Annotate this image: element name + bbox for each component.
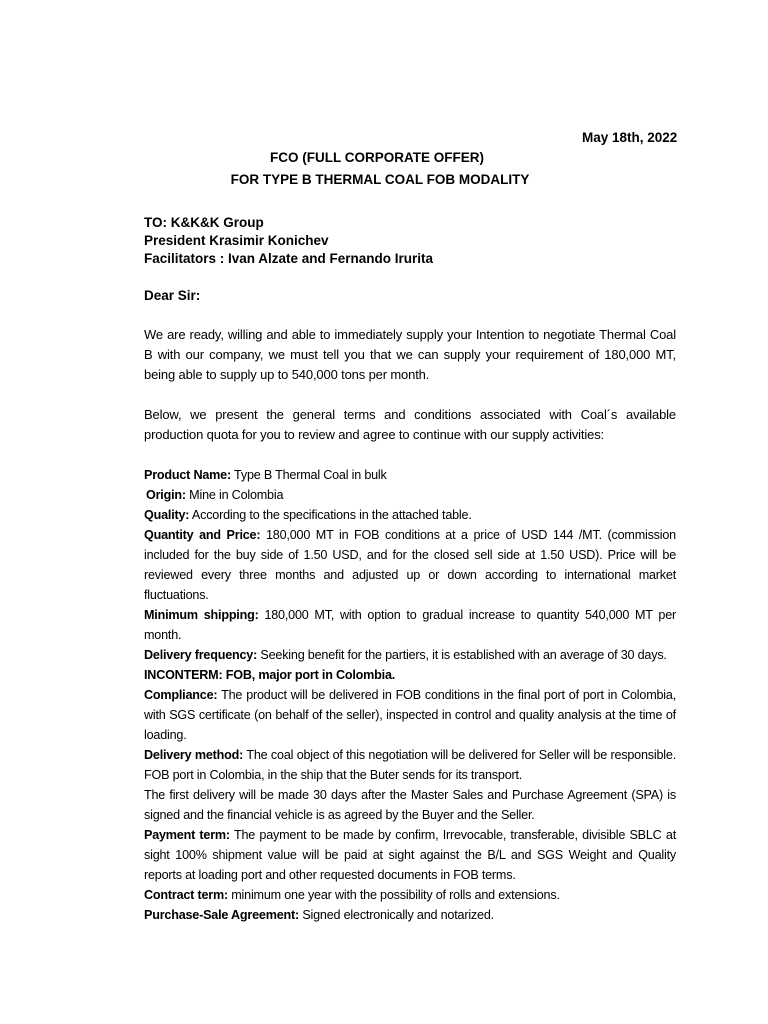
term-payment xyxy=(144,825,676,885)
term-delivery-method xyxy=(144,745,676,785)
terms-list xyxy=(144,465,676,925)
document-title: FCO (FULL CORPORATE OFFER) xyxy=(270,150,484,165)
term-minimum-shipping xyxy=(144,605,676,645)
term-contract xyxy=(144,885,676,905)
intro-paragraph: We are ready, willing and able to immediately supply your Intention to negotiate Thermal Coal B with our company, we must tell you that we can supply your requirement of 180,000 MT, being able to supply up to 540,000 tons per month. xyxy=(144,327,676,382)
term-label: Purchase-Sale Agreement: xyxy=(144,908,300,922)
term-product-name xyxy=(144,465,676,485)
addressee-block xyxy=(144,214,433,268)
term-text: FOB, major port in Colombia. xyxy=(222,668,396,682)
term-first-delivery xyxy=(144,785,676,825)
term-label: Minimum shipping: xyxy=(144,608,259,622)
term-delivery-frequency xyxy=(144,645,676,665)
term-text: The coal object of this negotiation will be delivered for Seller will be responsible. FOB port in Colombia, in the ship that the Buter sends for its transport. xyxy=(144,748,676,782)
term-text: The first delivery will be made 30 days after the Master Sales and Purchase Agreement (SPA) is signed and the financial vehicle is as agreed by the Buyer and the Seller. xyxy=(144,788,676,822)
term-text: Mine in Colombia xyxy=(185,488,284,502)
document-subtitle: FOR TYPE B THERMAL COAL FOB MODALITY xyxy=(230,172,530,187)
term-text: According to the specifications in the attached table. xyxy=(189,508,472,522)
term-text: Type B Thermal Coal in bulk xyxy=(230,468,387,482)
term-text: 180,000 MT in FOB conditions at a price of USD 144 /MT. (commission included for the buy side of 1.50 USD, and for the closed sell side at 1.50 USD). Price will be reviewed every three months and adjusted up or down according to international market fluctuations. xyxy=(144,528,676,602)
term-label: Delivery frequency: xyxy=(144,648,258,662)
term-label: Quality: xyxy=(144,508,190,522)
term-label: Delivery method: xyxy=(144,748,244,762)
addressee-facilitators: Facilitators : Ivan Alzate and Fernando Irurita xyxy=(144,251,434,266)
term-origin xyxy=(144,485,676,505)
term-label: Quantity and Price: xyxy=(144,528,261,542)
term-text: The product will be delivered in FOB conditions in the final port of port in Colombia, with SGS certificate (on behalf of the seller), inspected in control and quality analysis at the time of loading. xyxy=(144,688,676,742)
term-label: Payment term: xyxy=(144,828,230,842)
term-text: Seeking benefit for the partiers, it is established with an average of 30 days. xyxy=(257,648,667,662)
salutation: Dear Sir: xyxy=(144,288,201,303)
term-compliance xyxy=(144,685,676,745)
term-text: Signed electronically and notarized. xyxy=(299,908,494,922)
term-label: Compliance: xyxy=(144,688,218,702)
term-text: The payment to be made by confirm, Irrevocable, transferable, divisible SBLC at sight 100% shipment value will be paid at sight against the B/L and SGS Weight and Quality reports at loading port and other requested documents in FOB terms. xyxy=(144,828,676,882)
term-inconterm xyxy=(144,665,676,685)
term-label: Origin: xyxy=(146,488,186,502)
term-purchase-sale-agreement xyxy=(144,905,676,925)
addressee-to: TO: K&K&K Group xyxy=(144,215,264,230)
addressee-president: President Krasimir Konichev xyxy=(144,233,329,248)
term-text: minimum one year with the possibility of rolls and extensions. xyxy=(227,888,560,902)
term-label: Product Name: xyxy=(144,468,231,482)
term-text: 180,000 MT, with option to gradual increase to quantity 540,000 MT per month. xyxy=(144,608,677,642)
letter-date: May 18th, 2022 xyxy=(582,130,678,145)
term-label: INCONTERM: xyxy=(144,668,223,682)
term-label: Contract term: xyxy=(144,888,228,902)
term-quantity-price xyxy=(144,525,676,605)
terms-intro-paragraph: Below, we present the general terms and conditions associated with Coal´s available production quota for you to review and agree to continue with our supply activities: xyxy=(144,407,676,442)
term-quality xyxy=(144,505,676,525)
